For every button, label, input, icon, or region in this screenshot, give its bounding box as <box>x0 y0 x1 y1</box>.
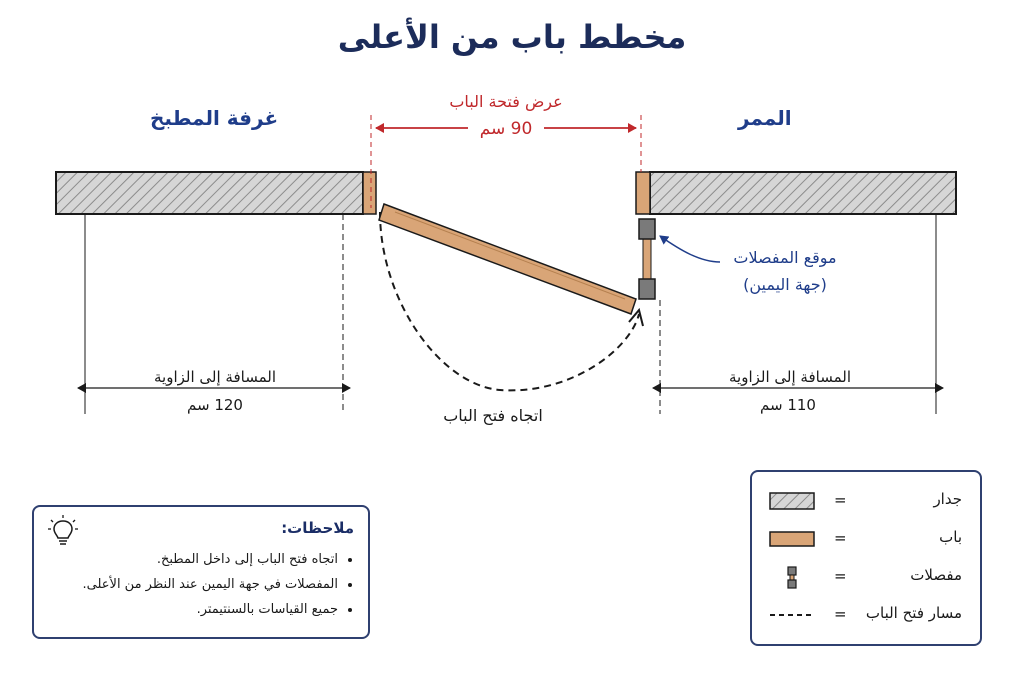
door-width-value: 90 سم <box>468 119 544 139</box>
door-width-label: عرض فتحة الباب <box>449 92 563 111</box>
legend-row-path <box>752 600 980 630</box>
right-jamb <box>636 172 650 214</box>
legend-row-door <box>752 524 980 554</box>
note-item: • اتجاه فتح الباب إلى داخل المطبخ. <box>83 547 339 572</box>
left-corner-label: المسافة إلى الزاوية <box>130 368 300 386</box>
hinge-location-label: موقع المفصلات <box>733 248 837 267</box>
hinge-side-label: (جهة اليمين) <box>743 275 827 294</box>
right-wall <box>650 172 956 214</box>
legend-equals: = <box>834 605 847 623</box>
legend-label-wall: جدار <box>933 490 962 508</box>
hinge-swatch <box>768 562 816 592</box>
room-label-kitchen: غرفة المطبخ <box>150 106 279 130</box>
legend-label-path: مسار فتح الباب <box>865 604 962 622</box>
path-swatch <box>768 604 816 626</box>
left-corner-value: 120 سم <box>187 396 243 414</box>
hinge-pointer <box>660 236 720 262</box>
left-jamb <box>363 172 376 214</box>
door-grain <box>395 212 625 299</box>
hinge-strip <box>643 236 651 282</box>
legend-equals: = <box>834 529 847 547</box>
room-label-corridor: الممر <box>738 106 792 130</box>
legend-row-wall <box>752 486 980 516</box>
upper-hinge <box>639 219 655 239</box>
legend-row-hinges <box>752 562 980 592</box>
lightbulb-icon <box>46 513 80 547</box>
wall-swatch <box>768 490 816 512</box>
legend-equals: = <box>834 491 847 509</box>
notes-title: ملاحظات: <box>281 519 354 537</box>
diagram-title: مخطط باب من الأعلى <box>337 18 687 56</box>
door-swatch <box>768 528 816 550</box>
lower-hinge <box>639 279 655 299</box>
note-item: • المفصلات في جهة اليمين عند النظر من الأعلى. <box>83 572 339 597</box>
legend-label-hinges: مفصلات <box>910 566 962 584</box>
left-wall <box>56 172 363 214</box>
right-corner-label: المسافة إلى الزاوية <box>705 368 875 386</box>
swing-direction-label: اتجاه فتح الباب <box>443 406 543 425</box>
legend-panel <box>750 470 982 646</box>
notes-panel <box>32 505 370 639</box>
notes-list <box>83 547 357 622</box>
legend-equals: = <box>834 567 847 585</box>
note-item: • جميع القياسات بالسنتيمتر. <box>83 597 339 622</box>
legend-label-door: باب <box>939 528 962 546</box>
right-corner-value: 110 سم <box>760 396 816 414</box>
